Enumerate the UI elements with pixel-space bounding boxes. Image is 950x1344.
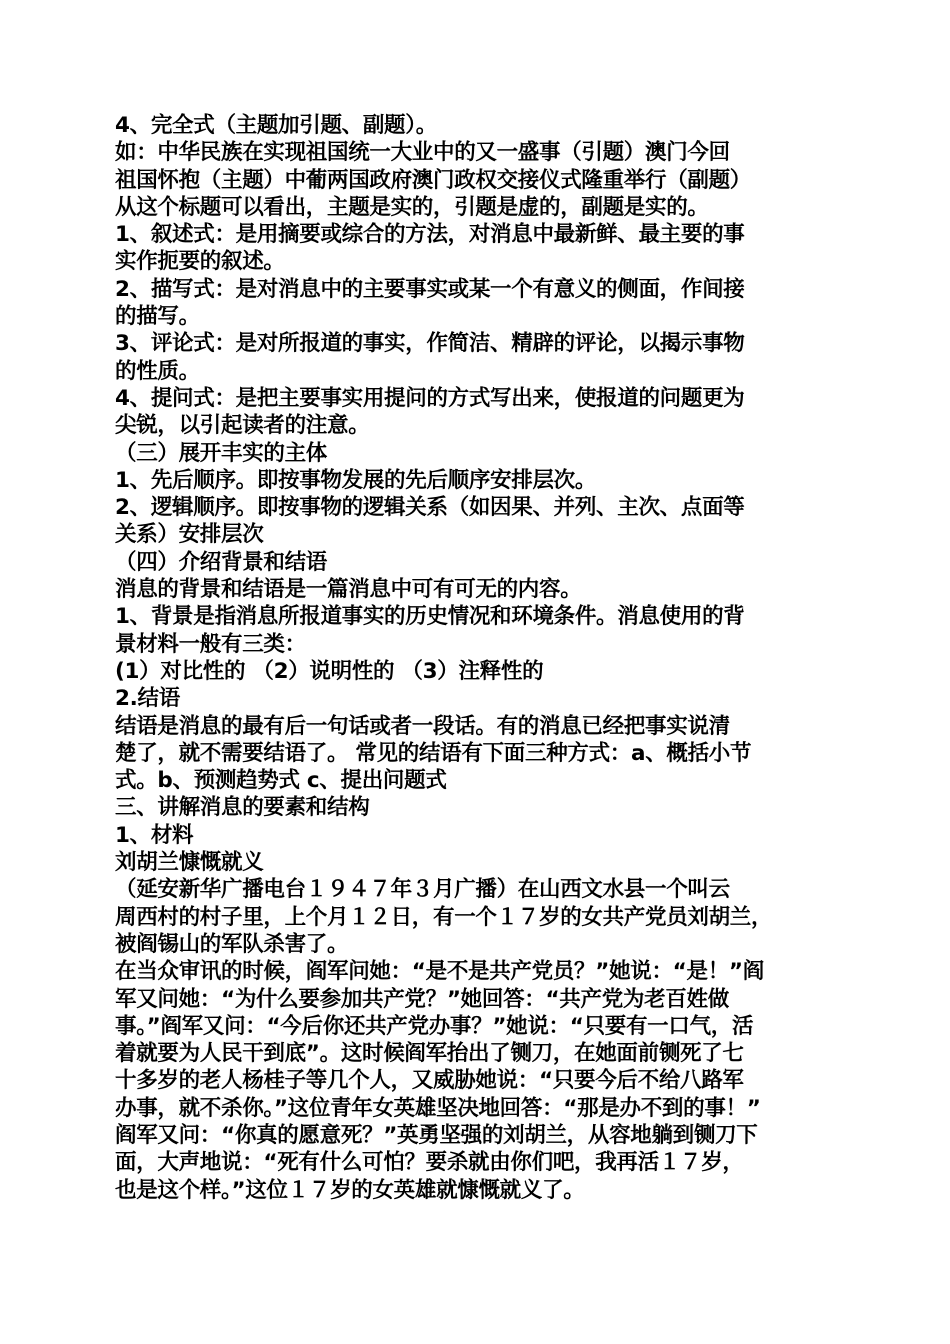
section-heading: （三）展开丰实的主体 (115, 440, 328, 466)
text-line: 的性质。 (115, 358, 200, 384)
text-line: 面，大声地说：“死有什么可怕？要杀就由你们吧，我再活１７岁， (115, 1150, 744, 1176)
document-page (115, 112, 845, 1204)
text-line: 军又问她：“为什么要参加共产党？”她回答：“共产党为老百姓做 (115, 986, 729, 1012)
text-line: 3、评论式：是对所报道的事实，作简洁、精辟的评论，以揭示事物 (115, 331, 745, 357)
text-line: 的描写。 (115, 304, 200, 330)
text-line: 景材料一般有三类： (115, 631, 306, 657)
text-line: 着就要为人民干到底”。这时候阎军抬出了铡刀，在她面前铡死了七 (115, 1041, 744, 1067)
text-line: 办事，就不杀你。”这位青年女英雄坚决地回答：“那是办不到的事！” (115, 1095, 761, 1121)
text-line: 如：中华民族在实现祖国统一大业中的又一盛事（引题）澳门今回 (115, 140, 730, 166)
text-line: 1、材料 (115, 822, 194, 848)
text-line: 式。b、预测趋势式 c、提出问题式 (115, 768, 447, 794)
text-line: 2.结语 (115, 686, 180, 712)
article-title: 刘胡兰慷慨就义 (115, 850, 264, 876)
text-line: 在当众审讯的时候，阎军问她：“是不是共产党员？”她说：“是！”阎 (115, 959, 764, 985)
section-heading: （四）介绍背景和结语 (115, 549, 328, 575)
text-line: 结语是消息的最有后一句话或者一段话。有的消息已经把事实说清 (115, 713, 730, 739)
text-line: 周西村的村子里，上个月１２日，有一个１７岁的女共产党员刘胡兰， (115, 904, 773, 930)
text-line: 楚了，就不需要结语了。 常见的结语有下面三种方式：a、概括小节 (115, 740, 752, 766)
text-line: 从这个标题可以看出，主题是实的，引题是虚的，副题是实的。 (115, 194, 709, 220)
text-line: 1、先后顺序。即按事物发展的先后顺序安排层次。 (115, 467, 597, 493)
text-line: 也是这个样。”这位１７岁的女英雄就慷慨就义了。 (115, 1177, 585, 1203)
text-line: 被阎锡山的军队杀害了。 (115, 931, 349, 957)
text-line: 1、背景是指消息所报道事实的历史情况和环境条件。消息使用的背 (115, 604, 745, 630)
text-line: 关系）安排层次 (115, 522, 264, 548)
text-line: 1、叙述式：是用摘要或综合的方法，对消息中最新鲜、最主要的事 (115, 222, 745, 248)
text-line: 消息的背景和结语是一篇消息中可有可无的内容。 (115, 577, 582, 603)
text-line: 尖锐，以引起读者的注意。 (115, 413, 370, 439)
section-heading: 三、讲解消息的要素和结构 (115, 795, 370, 821)
text-line: 2、逻辑顺序。即按事物的逻辑关系（如因果、并列、主次、点面等 (115, 495, 745, 521)
text-line: 祖国怀抱（主题）中葡两国政府澳门政权交接仪式隆重举行（副题） (115, 167, 752, 193)
text-line: 阎军又问：“你真的愿意死？”英勇坚强的刘胡兰，从容地躺到铡刀下 (115, 1122, 758, 1148)
text-line: 实作扼要的叙述。 (115, 249, 285, 275)
text-line: (1）对比性的 （2）说明性的 （3）注释性的 (115, 658, 544, 684)
text-line: 4、完全式（主题加引题、副题）。 (115, 113, 437, 138)
text-line: （延安新华广播电台１９４７年３月广播）在山西文水县一个叫云 (115, 877, 730, 903)
text-line: 十多岁的老人杨桂子等几个人，又威胁她说：“只要今后不给八路军 (115, 1068, 744, 1094)
text-line: 2、描写式：是对消息中的主要事实或某一个有意义的侧面，作间接 (115, 276, 745, 302)
text-line: 4、提问式：是把主要事实用提问的方式写出来，使报道的问题更为 (115, 385, 745, 411)
text-line: 事。”阎军又问：“今后你还共产党办事？”她说：“只要有一口气，活 (115, 1013, 754, 1039)
